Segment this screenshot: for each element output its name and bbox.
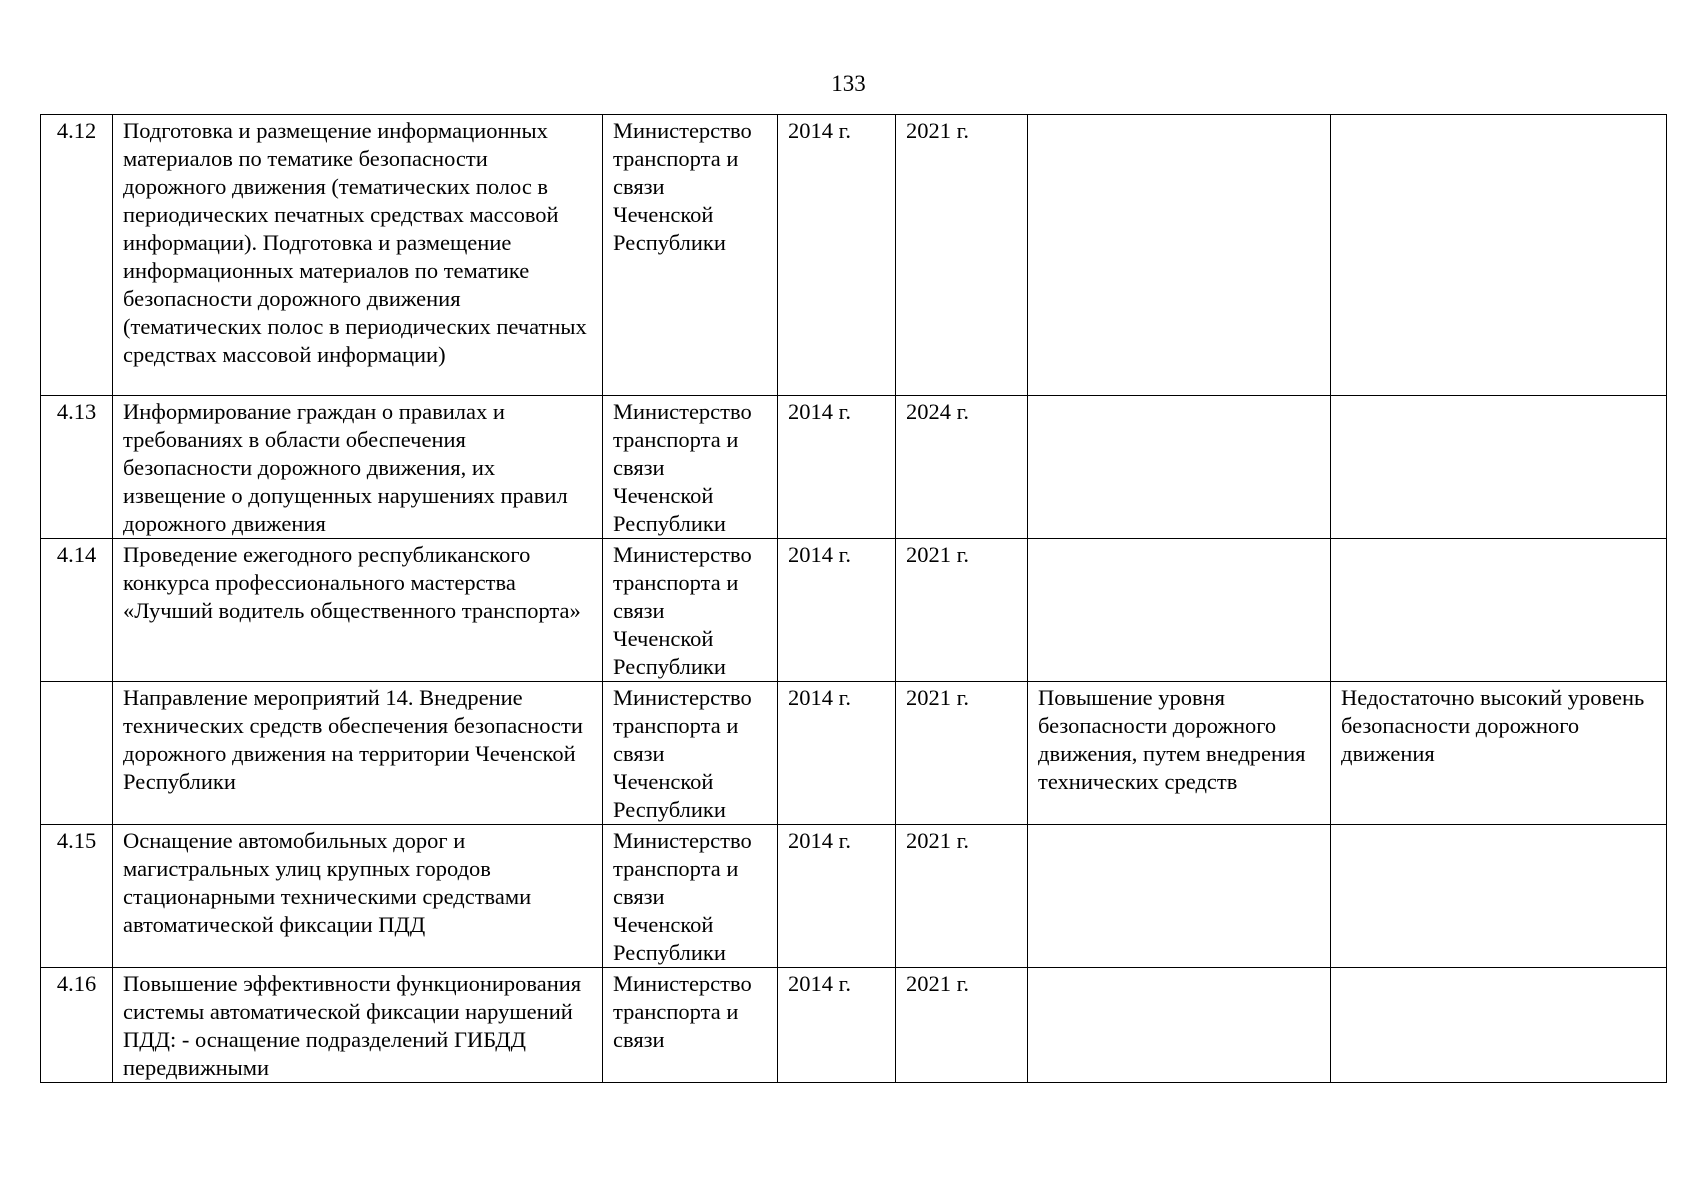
consequences-cell [1331, 115, 1667, 396]
event-cell: Направление мероприятий 14. Внедрение технических средств обеспечения безопасности дорожного движения на территории Чеченской Республики [113, 682, 603, 825]
consequences-cell: Недостаточно высокий уровень безопасности дорожного движения [1331, 682, 1667, 825]
table-row [41, 682, 1667, 825]
event-cell: Проведение ежегодного республиканского конкурса профессионального мастерства «Лучший водитель общественного транспорта» [113, 539, 603, 682]
executor-cell: Министерство транспорта и связи Чеченской Республики [603, 115, 778, 396]
row-number: 4.16 [41, 968, 113, 1083]
result-cell [1028, 968, 1331, 1083]
row-number: 4.14 [41, 539, 113, 682]
event-cell: Подготовка и размещение информационных материалов по тематике безопасности дорожного движения (тематических полос в периодических печатных средствах массовой информации). Подготовка и размещение информационных материалов по тематике безопасности дорожного движения (тематических полос в периодических печатных средствах массовой информации) [113, 115, 603, 396]
table-row [41, 968, 1667, 1083]
executor-cell: Министерство транспорта и связи Чеченской Республики [603, 539, 778, 682]
row-number: 4.12 [41, 115, 113, 396]
consequences-cell [1331, 396, 1667, 539]
start-year-cell: 2014 г. [778, 682, 896, 825]
result-cell [1028, 396, 1331, 539]
executor-cell: Министерство транспорта и связи Чеченской Республики [603, 396, 778, 539]
result-cell [1028, 539, 1331, 682]
end-year-cell: 2021 г. [896, 825, 1028, 968]
end-year-cell: 2021 г. [896, 539, 1028, 682]
row-number: 4.13 [41, 396, 113, 539]
start-year-cell: 2014 г. [778, 115, 896, 396]
event-cell: Информирование граждан о правилах и требованиях в области обеспечения безопасности дорожного движения, их извещение о допущенных нарушениях правил дорожного движения [113, 396, 603, 539]
table-row [41, 396, 1667, 539]
end-year-cell: 2021 г. [896, 968, 1028, 1083]
page-number: 133 [831, 71, 866, 96]
consequences-cell [1331, 968, 1667, 1083]
event-cell: Повышение эффективности функционирования системы автоматической фиксации нарушений ПДД: - оснащение подразделений ГИБДД передвижными [113, 968, 603, 1083]
row-number: 4.15 [41, 825, 113, 968]
row-number [41, 682, 113, 825]
start-year-cell: 2014 г. [778, 968, 896, 1083]
start-year-cell: 2014 г. [778, 825, 896, 968]
event-cell: Оснащение автомобильных дорог и магистральных улиц крупных городов стационарными техническими средствами автоматической фиксации ПДД [113, 825, 603, 968]
result-cell: Повышение уровня безопасности дорожного движения, путем внедрения технических средств [1028, 682, 1331, 825]
end-year-cell: 2021 г. [896, 115, 1028, 396]
start-year-cell: 2014 г. [778, 396, 896, 539]
table-row [41, 825, 1667, 968]
consequences-cell [1331, 539, 1667, 682]
executor-cell: Министерство транспорта и связи Чеченской Республики [603, 825, 778, 968]
result-cell [1028, 115, 1331, 396]
end-year-cell: 2021 г. [896, 682, 1028, 825]
events-table [40, 114, 1667, 1083]
end-year-cell: 2024 г. [896, 396, 1028, 539]
executor-cell: Министерство транспорта и связи [603, 968, 778, 1083]
table-row [41, 115, 1667, 396]
consequences-cell [1331, 825, 1667, 968]
result-cell [1028, 825, 1331, 968]
executor-cell: Министерство транспорта и связи Чеченской Республики [603, 682, 778, 825]
start-year-cell: 2014 г. [778, 539, 896, 682]
table-row [41, 539, 1667, 682]
